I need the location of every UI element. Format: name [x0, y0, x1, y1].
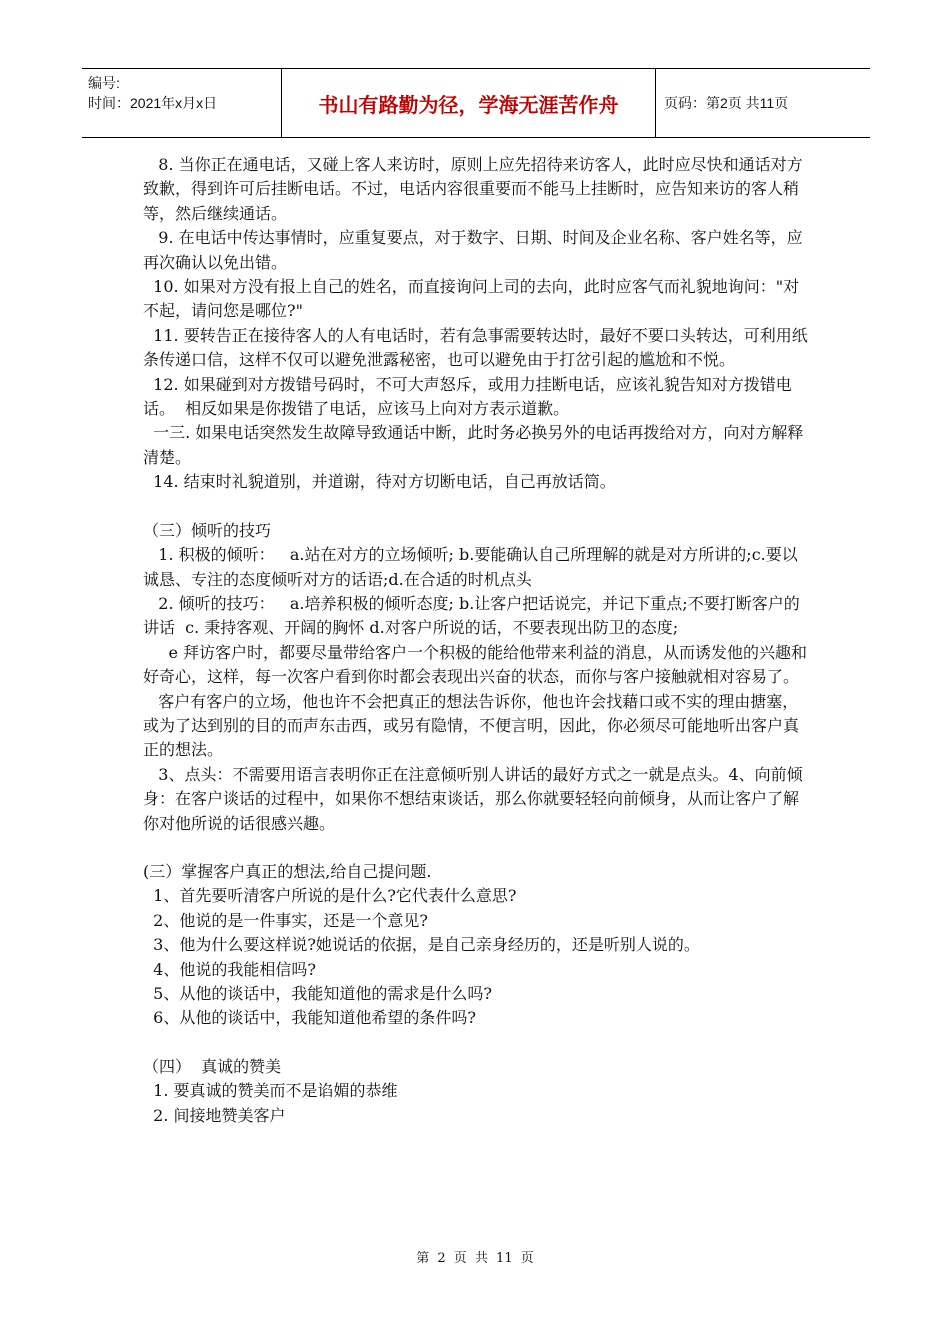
blank-line: [143, 1031, 808, 1055]
paragraph: 一三. 如果电话突然发生故障导致通话中断，此时务必换另外的电话再拨给对方，向对方解释清楚。: [143, 423, 804, 467]
paragraph: 14. 结束时礼貌道别，并道谢，待对方切断电话，自己再放话筒。: [143, 472, 616, 492]
time-label: 时间：2021年x月x日: [88, 95, 218, 111]
paragraph: 11. 要转告正在接待客人的人有电话时，若有急事需要转达时，最好不要口头转达，可利用纸条传递口信，这样不仅可以避免泄露秘密，也可以避免由于打岔引起的尴尬和不悦。: [143, 325, 808, 370]
blank-line: [143, 495, 808, 519]
header-meta: [82, 69, 282, 137]
section-heading: （四） 真诚的赞美: [143, 1056, 282, 1076]
paragraph: 客户有客户的立场，他也许不会把真正的想法告诉你，他也许会找藉口或不实的理由搪塞，或为了达到别的目的而声东击西，或另有隐情，不便言明，因此，你必须尽可能地听出客户真正的想法。: [143, 691, 800, 760]
section-heading: (三）掌握客户真正的想法,给自己提问题.: [143, 861, 432, 881]
paragraph: 1. 积极的倾听： a.站在对方的立场倾听; b.要能确认自己所理解的就是对方所讲的;c.要以诚恳、专注的态度倾听对方的话语;d.在合适的时机点头: [143, 545, 798, 589]
page-footer: 第 2 页 共 11 页: [416, 1251, 534, 1266]
list-item: 1、首先要听清客户所说的是什么?它代表什么意思?: [143, 886, 517, 906]
section-heading: （三）倾听的技巧: [143, 520, 272, 540]
list-item: 1. 要真诚的赞美而不是谄媚的恭维: [143, 1081, 398, 1101]
list-item: 6、从他的谈话中，我能知道他希望的条件吗?: [143, 1008, 476, 1028]
document-body: [143, 153, 808, 1128]
paragraph: e 拜访客户时，都要尽量带给客户一个积极的能给他带来利益的消息，从而诱发他的兴趣和好奇心，这样，每一次客户看到你时都会表现出兴奋的状态，而你与客户接触就相对容易了。: [143, 642, 807, 687]
paragraph: 10. 如果对方没有报上自己的姓名，而直接询问上司的去向，此时应客气而礼貌地询问："对不起，请问您是哪位?": [143, 277, 800, 321]
paragraph: 8. 当你正在通电话，又碰上客人来访时，原则上应先招待来访客人，此时应尽快和通话对方致歉，得到许可后挂断电话。不过，电话内容很重要而不能马上挂断时，应告知来访的客人稍等，然后继续通话。: [143, 155, 803, 223]
header-page-number: 页码：第2页 共11页: [664, 95, 789, 111]
paragraph: 2. 倾听的技巧： a.培养积极的倾听态度; b.让客户把话说完，并记下重点;不要打断客户的讲话 c. 秉持客观、开阔的胸怀 d.对客户所说的话，不要表现出防卫的态度;: [143, 593, 800, 638]
header-motto: 书山有路勤为径，学海无涯苦作舟: [282, 69, 656, 137]
paragraph: 12. 如果碰到对方拨错号码时，不可大声怒斥，或用力挂断电话，应该礼貌告知对方拨错电话。 相反如果是你拨错了电话，应该马上向对方表示道歉。: [143, 374, 792, 419]
list-item: 3、他为什么要这样说?她说话的依据，是自己亲身经历的，还是听别人说的。: [143, 935, 700, 955]
paragraph: 9. 在电话中传达事情时，应重复要点，对于数字、日期、时间及企业名称、客户姓名等，应再次确认以免出错。: [143, 228, 803, 272]
page-header: [82, 68, 870, 138]
list-item: 2. 间接地赞美客户: [143, 1105, 286, 1125]
list-item: 4、他说的我能相信吗?: [143, 959, 316, 979]
list-item: 5、从他的谈话中，我能知道他的需求是什么吗?: [143, 984, 492, 1003]
blank-line: [143, 836, 808, 860]
paragraph: 3、点头：不需要用语言表明你正在注意倾听别人讲话的最好方式之一就是点头。4、向前倾身：在客户谈话的过程中，如果你不想结束谈话，那么你就要轻轻向前倾身，从而让客户了解你对他所说的话很感兴趣。: [143, 764, 803, 833]
number-label: 编号:: [88, 75, 120, 91]
list-item: 2、他说的是一件事实，还是一个意见?: [143, 910, 428, 930]
